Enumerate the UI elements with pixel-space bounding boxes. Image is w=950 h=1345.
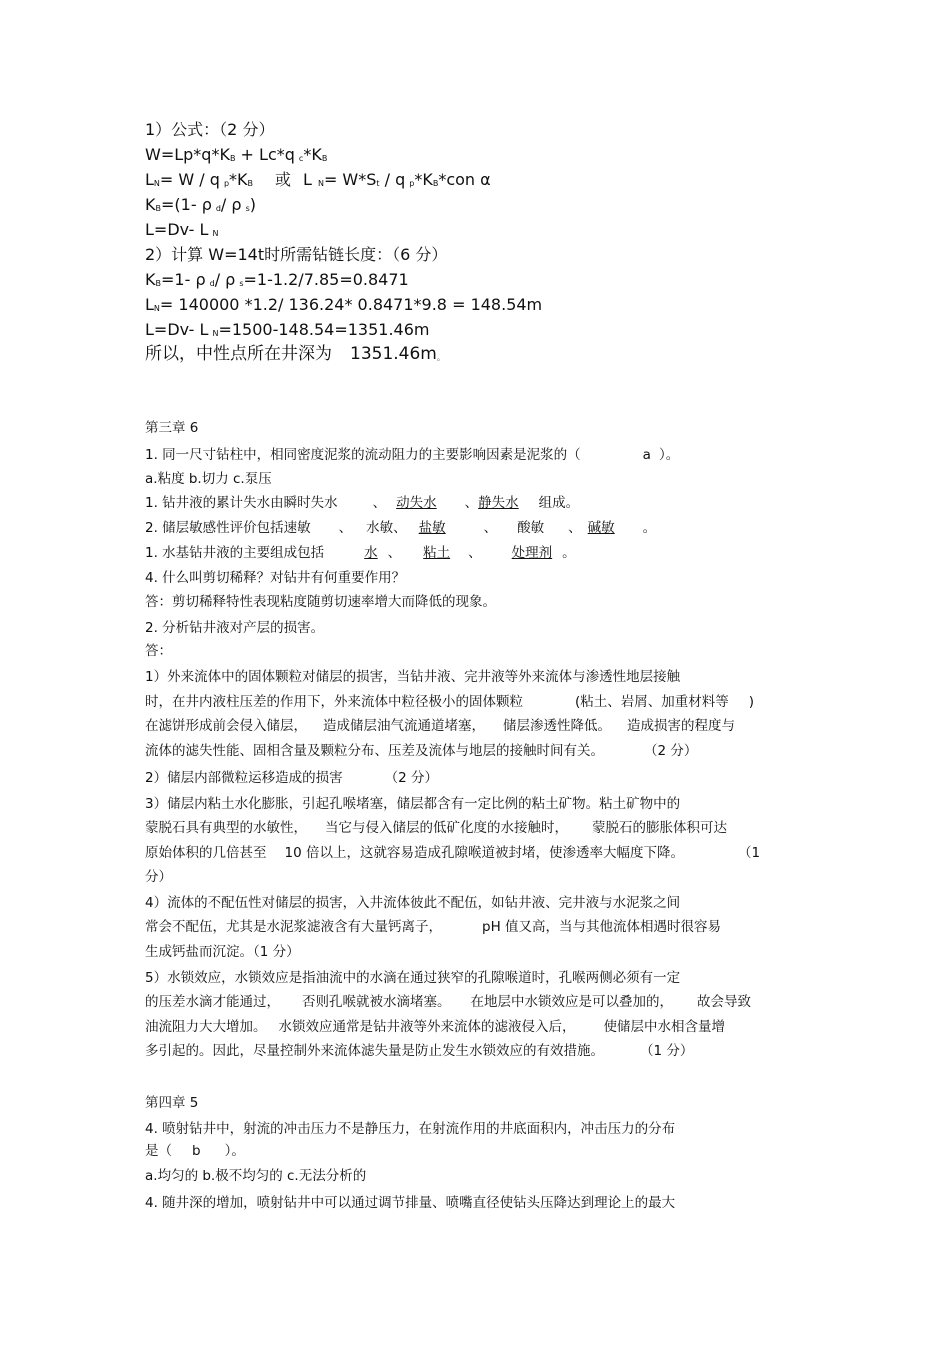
ch3-para-5-line-2: 的压差水滴才能通过， 否则孔喉就被水滴堵塞。 在地层中水锁效应是可以叠加的， 故会导致 bbox=[145, 994, 751, 1010]
ch3-para-3-line-1: 3）储层内粘土水化膨胀，引起孔喉堵塞，储层都含有一定比例的粘土矿物。粘土矿物中的 bbox=[145, 796, 681, 812]
ch3-question-2: 2. 分析钻井液对产层的损害。 bbox=[145, 620, 325, 636]
calc-l: L=Dv- L $_N$=1500-148.54=1351.46m bbox=[145, 320, 430, 339]
ch3-para-1-line-4: 流体的滤失性能、固相含量及颗粒分布、压差及流体与地层的接触时间有关。 （2 分） bbox=[145, 743, 698, 759]
ch4-question-4b: 4. 随井深的增加，喷射钻井中可以通过调节排量、喷嘴直径使钻头压降达到理论上的最大 bbox=[145, 1195, 676, 1211]
ch3-answer-2-label: 答： bbox=[145, 643, 172, 659]
ch3-fill-1: 1. 钻井液的累计失水由瞬时失水 、 动失水 、静失水 组成。 bbox=[145, 495, 580, 511]
ch3-fill-3: 1. 水基钻井液的主要组成包括 水 、 粘土 、 处理剂 。 bbox=[145, 545, 576, 561]
ch3-para-5-line-3: 油流阻力大大增加。 水锁效应通常是钻井液等外来流体的滤液侵入后， 使储层中水相含量增 bbox=[145, 1019, 725, 1035]
ch3-para-2: 2）储层内部微粒运移造成的损害 （2 分） bbox=[145, 770, 438, 786]
ch3-para-1-line-3: 在滤饼形成前会侵入储层， 造成储层油气流通道堵塞， 储层渗透性降低。 造成损害的程度与 bbox=[145, 718, 735, 734]
ch3-question-1: 1. 同一尺寸钻柱中，相同密度泥浆的流动阻力的主要影响因素是泥浆的（ a ）。 bbox=[145, 447, 680, 463]
chapter3-title: 第三章 6 bbox=[145, 420, 199, 436]
ch4-question-4-line-1: 4. 喷射钻井中，射流的冲击压力不是静压力，在射流作用的井底面积内，冲击压力的分布 bbox=[145, 1121, 676, 1137]
ch3-question-1-options: a.粘度 b.切力 c.泵压 bbox=[145, 471, 272, 487]
ch3-question-4: 4. 什么叫剪切稀释？对钻井有何重要作用？ bbox=[145, 570, 406, 586]
calc-kb: $K_B=1-$ ρ $_d$/ ρ $_s$=1-1.2/7.85=0.8471 bbox=[145, 270, 409, 289]
ch4-question-4-options: a.均匀的 b.极不均匀的 c.无法分析的 bbox=[145, 1168, 367, 1184]
calc-conclusion: 所以，中性点所在井深为 $1351.46m_。$ bbox=[145, 344, 445, 364]
ch3-para-4-line-1: 4）流体的不配伍性对储层的损害，入井流体彼此不配伍，如钻井液、完井液与水泥浆之间 bbox=[145, 895, 681, 911]
ch3-para-5-line-1: 5）水锁效应，水锁效应是指油流中的水滴在通过狭窄的孔隙喉道时，孔喉两侧必须有一定 bbox=[145, 970, 681, 986]
ch4-question-4-line-2: 是（ b ）。 bbox=[145, 1143, 245, 1159]
ch3-para-4-line-3: 生成钙盐而沉淀。（1 分） bbox=[145, 944, 300, 960]
formula-ln: $L_N= W / q$ $_p*K_B$ 或 L $_N= W*S_t / q$ $_p*K_B*con$ α bbox=[145, 170, 491, 189]
ch3-para-3-line-3: 原始体积的几倍甚至 10 倍以上，这就容易造成孔隙喉道被封堵，使渗透率大幅度下降。 （1 bbox=[145, 845, 761, 861]
calc-heading: 2）计算 W=14t时所需钻链长度：（6 分） bbox=[145, 245, 448, 264]
ch3-answer-4: 答：剪切稀释特性表现粘度随剪切速率增大而降低的现象。 bbox=[145, 594, 496, 610]
chapter4-title: 第四章 5 bbox=[145, 1095, 199, 1111]
ch3-para-3-line-4: 分） bbox=[145, 869, 172, 885]
formula-kb: $K_B=(1-$ ρ $_d$/ ρ $_s$) bbox=[145, 195, 256, 214]
ch3-para-1-line-1: 1）外来流体中的固体颗粒对储层的损害，当钻井液、完井液等外来流体与渗透性地层接触 bbox=[145, 669, 681, 685]
ch3-para-4-line-2: 常会不配伍，尤其是水泥浆滤液含有大量钙离子， pH 值又高，当与其他流体相遇时很容易 bbox=[145, 919, 722, 935]
formula-l: L=Dv- L $_N$ bbox=[145, 220, 219, 239]
ch3-fill-2: 2. 储层敏感性评价包括速敏 、 水敏、 盐敏 、 酸敏 、 碱敏 。 bbox=[145, 520, 657, 536]
calc-ln: $L_N= 140000$ *1.2/ 136.24* 0.8471*9.8 = 148.54m bbox=[145, 295, 543, 314]
formula-heading: 1）公式：（2 分） bbox=[145, 120, 275, 139]
formula-w: $W=Lp*q*K_B + Lc*q$ $_c*K_B$ bbox=[145, 145, 328, 164]
ch3-para-1-line-2: 时，在井内液柱压差的作用下，外来流体中粒径极小的固体颗粒 (粘土、岩屑、加重材料等 ) bbox=[145, 694, 755, 710]
ch3-para-3-line-2: 蒙脱石具有典型的水敏性， 当它与侵入储层的低矿化度的水接触时， 蒙脱石的膨胀体积可达 bbox=[145, 820, 727, 836]
ch3-para-5-line-4: 多引起的。因此，尽量控制外来流体滤失量是防止发生水锁效应的有效措施。 （1 分） bbox=[145, 1043, 694, 1059]
